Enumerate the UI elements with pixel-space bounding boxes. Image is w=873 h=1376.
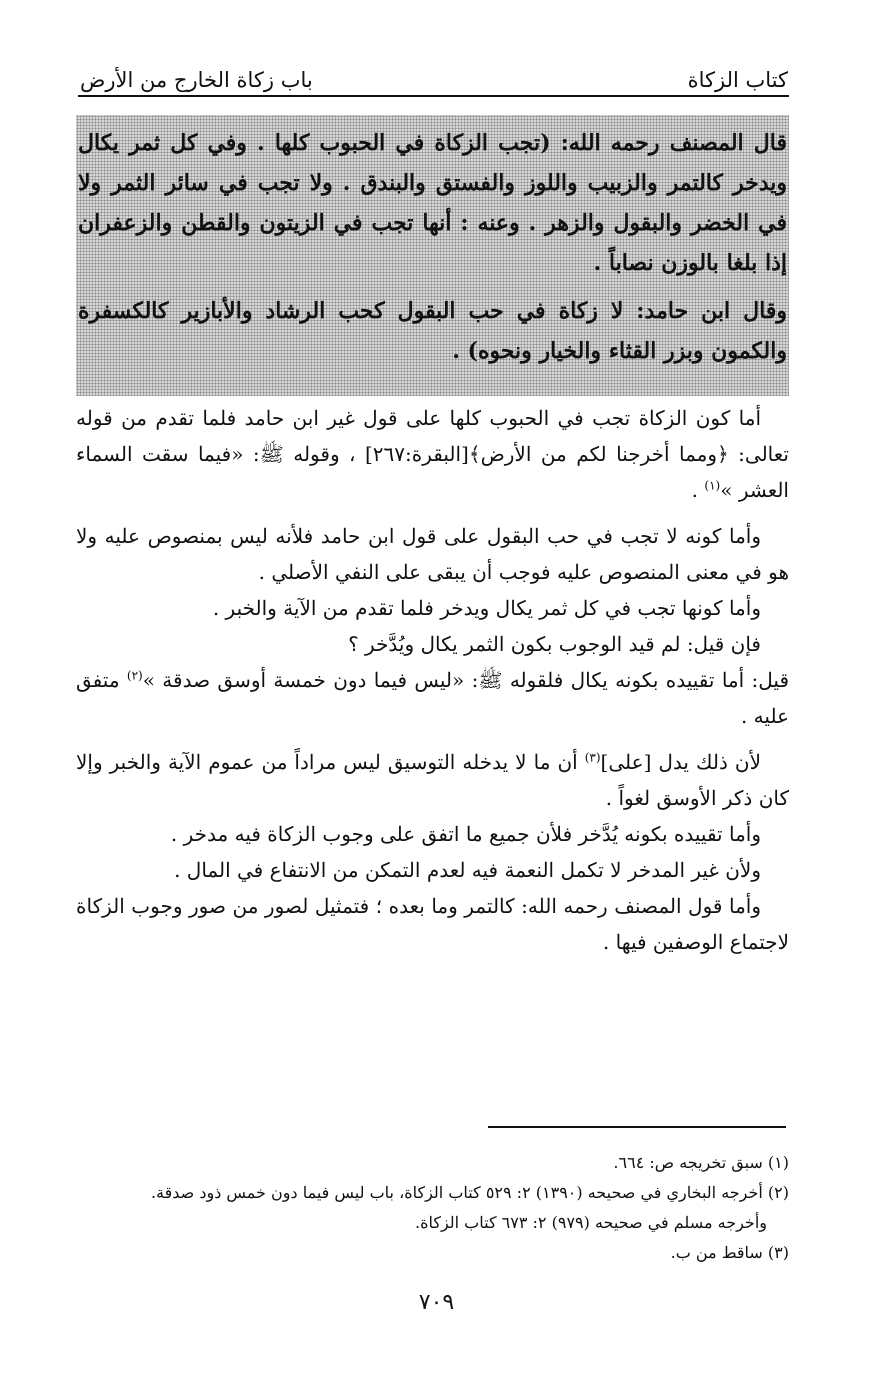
footnote-divider [488, 1126, 786, 1128]
book-title: كتاب الزكاة [687, 68, 788, 92]
header-divider [78, 95, 789, 97]
footnote-ref-2: (٢) [126, 668, 143, 683]
footnote-ref-1: (١) [704, 478, 721, 493]
paragraph-7: وأما تقييده بكونه يُدَّخر فلأن جميع ما اتفق على وجوب الزكاة فيه مدخر . [170, 822, 761, 846]
paragraph-4: فإن قيل: لم قيد الوجوب بكون الثمر يكال ويُدَّخر ؟ [348, 632, 761, 656]
running-header [80, 56, 788, 92]
paragraph-1-end: . [691, 478, 705, 502]
matn-paragraph-2: وقال ابن حامد: لا زكاة في حب البقول كحب الرشاد والأبازير كالكسفرة والكمون وبزر القثاء والخيار ونحوه) . [78, 298, 787, 364]
paragraph-3: وأما كونها تجب في كل ثمر يكال ويدخر فلما تقدم من الآية والخبر . [212, 596, 761, 620]
paragraph-9: وأما قول المصنف رحمه الله: كالتمر وما بعده ؛ فتمثيل لصور من صور وجوب الزكاة لاجتماع الوصفين فيها . [76, 894, 789, 954]
paragraph-6-end: أن ما لا يدخله التوسيق ليس مراداً من عموم الآية والخبر وإلا كان ذكر الأوسق لغواً . [76, 750, 789, 810]
paragraph-5 [76, 662, 789, 734]
footnote-2: (٢) أخرجه البخاري في صحيحه (١٣٩٠) ٢: ٥٢٩ كتاب الزكاة، باب ليس فيما دون خمس ذود صدقة. [150, 1183, 789, 1202]
paragraph-6-start: لأن ذلك يدل [على] [600, 750, 761, 774]
footnote-2-continued: وأخرجه مسلم في صحيحه (٩٧٩) ٢: ٦٧٣ كتاب الزكاة. [414, 1213, 767, 1232]
paragraph-2: وأما كونه لا تجب في حب البقول على قول ابن حامد فلأنه ليس بمنصوص عليه ولا هو في معنى المنصوص عليه فوجب أن يبقى على النفي الأصلي . [76, 524, 789, 584]
paragraph-1-text: أما كون الزكاة تجب في الحبوب كلها على قول غير ابن حامد فلما تقدم من قوله تعالى: ﴿ومما أخرجنا لكم من الأرض﴾[البقرة:٢٦٧] ، وقوله ﷺ: «فيما سقت السماء العشر » [76, 406, 789, 502]
paragraph-5-end: متفق عليه . [76, 668, 789, 728]
matn-paragraph-1: قال المصنف رحمه الله: (تجب الزكاة في الحبوب كلها . وفي كل ثمر يكال ويدخر كالتمر والزبيب واللوز والفستق والبندق . ولا تجب في سائر الثمر ولا في الخضر والبقول والزهر . وعنه : أنها تجب في الزيتون والقطن والزعفران إذا بلغا بالوزن نصاباً . [78, 130, 787, 276]
commentary-body [76, 400, 789, 960]
paragraph-5-text: قيل: أما تقييده بكونه يكال فلقوله ﷺ: «ليس فيما دون خمسة أوسق صدقة » [142, 668, 790, 692]
matn-highlighted-text [76, 115, 789, 396]
chapter-title: باب زكاة الخارج من الأرض [80, 68, 313, 92]
paragraph-1 [76, 400, 789, 508]
paragraph-6 [76, 744, 789, 816]
footnote-1: (١) سبق تخريجه ص: ٦٦٤. [613, 1153, 789, 1172]
paragraph-8: ولأن غير المدخر لا تكمل النعمة فيه لعدم التمكن من الانتفاع في المال . [174, 858, 761, 882]
footnote-ref-3: (٣) [584, 750, 601, 765]
footnotes [78, 1148, 789, 1268]
page-number: ٧٠٩ [418, 1290, 455, 1315]
footnote-3: (٣) ساقط من ب. [670, 1243, 789, 1262]
